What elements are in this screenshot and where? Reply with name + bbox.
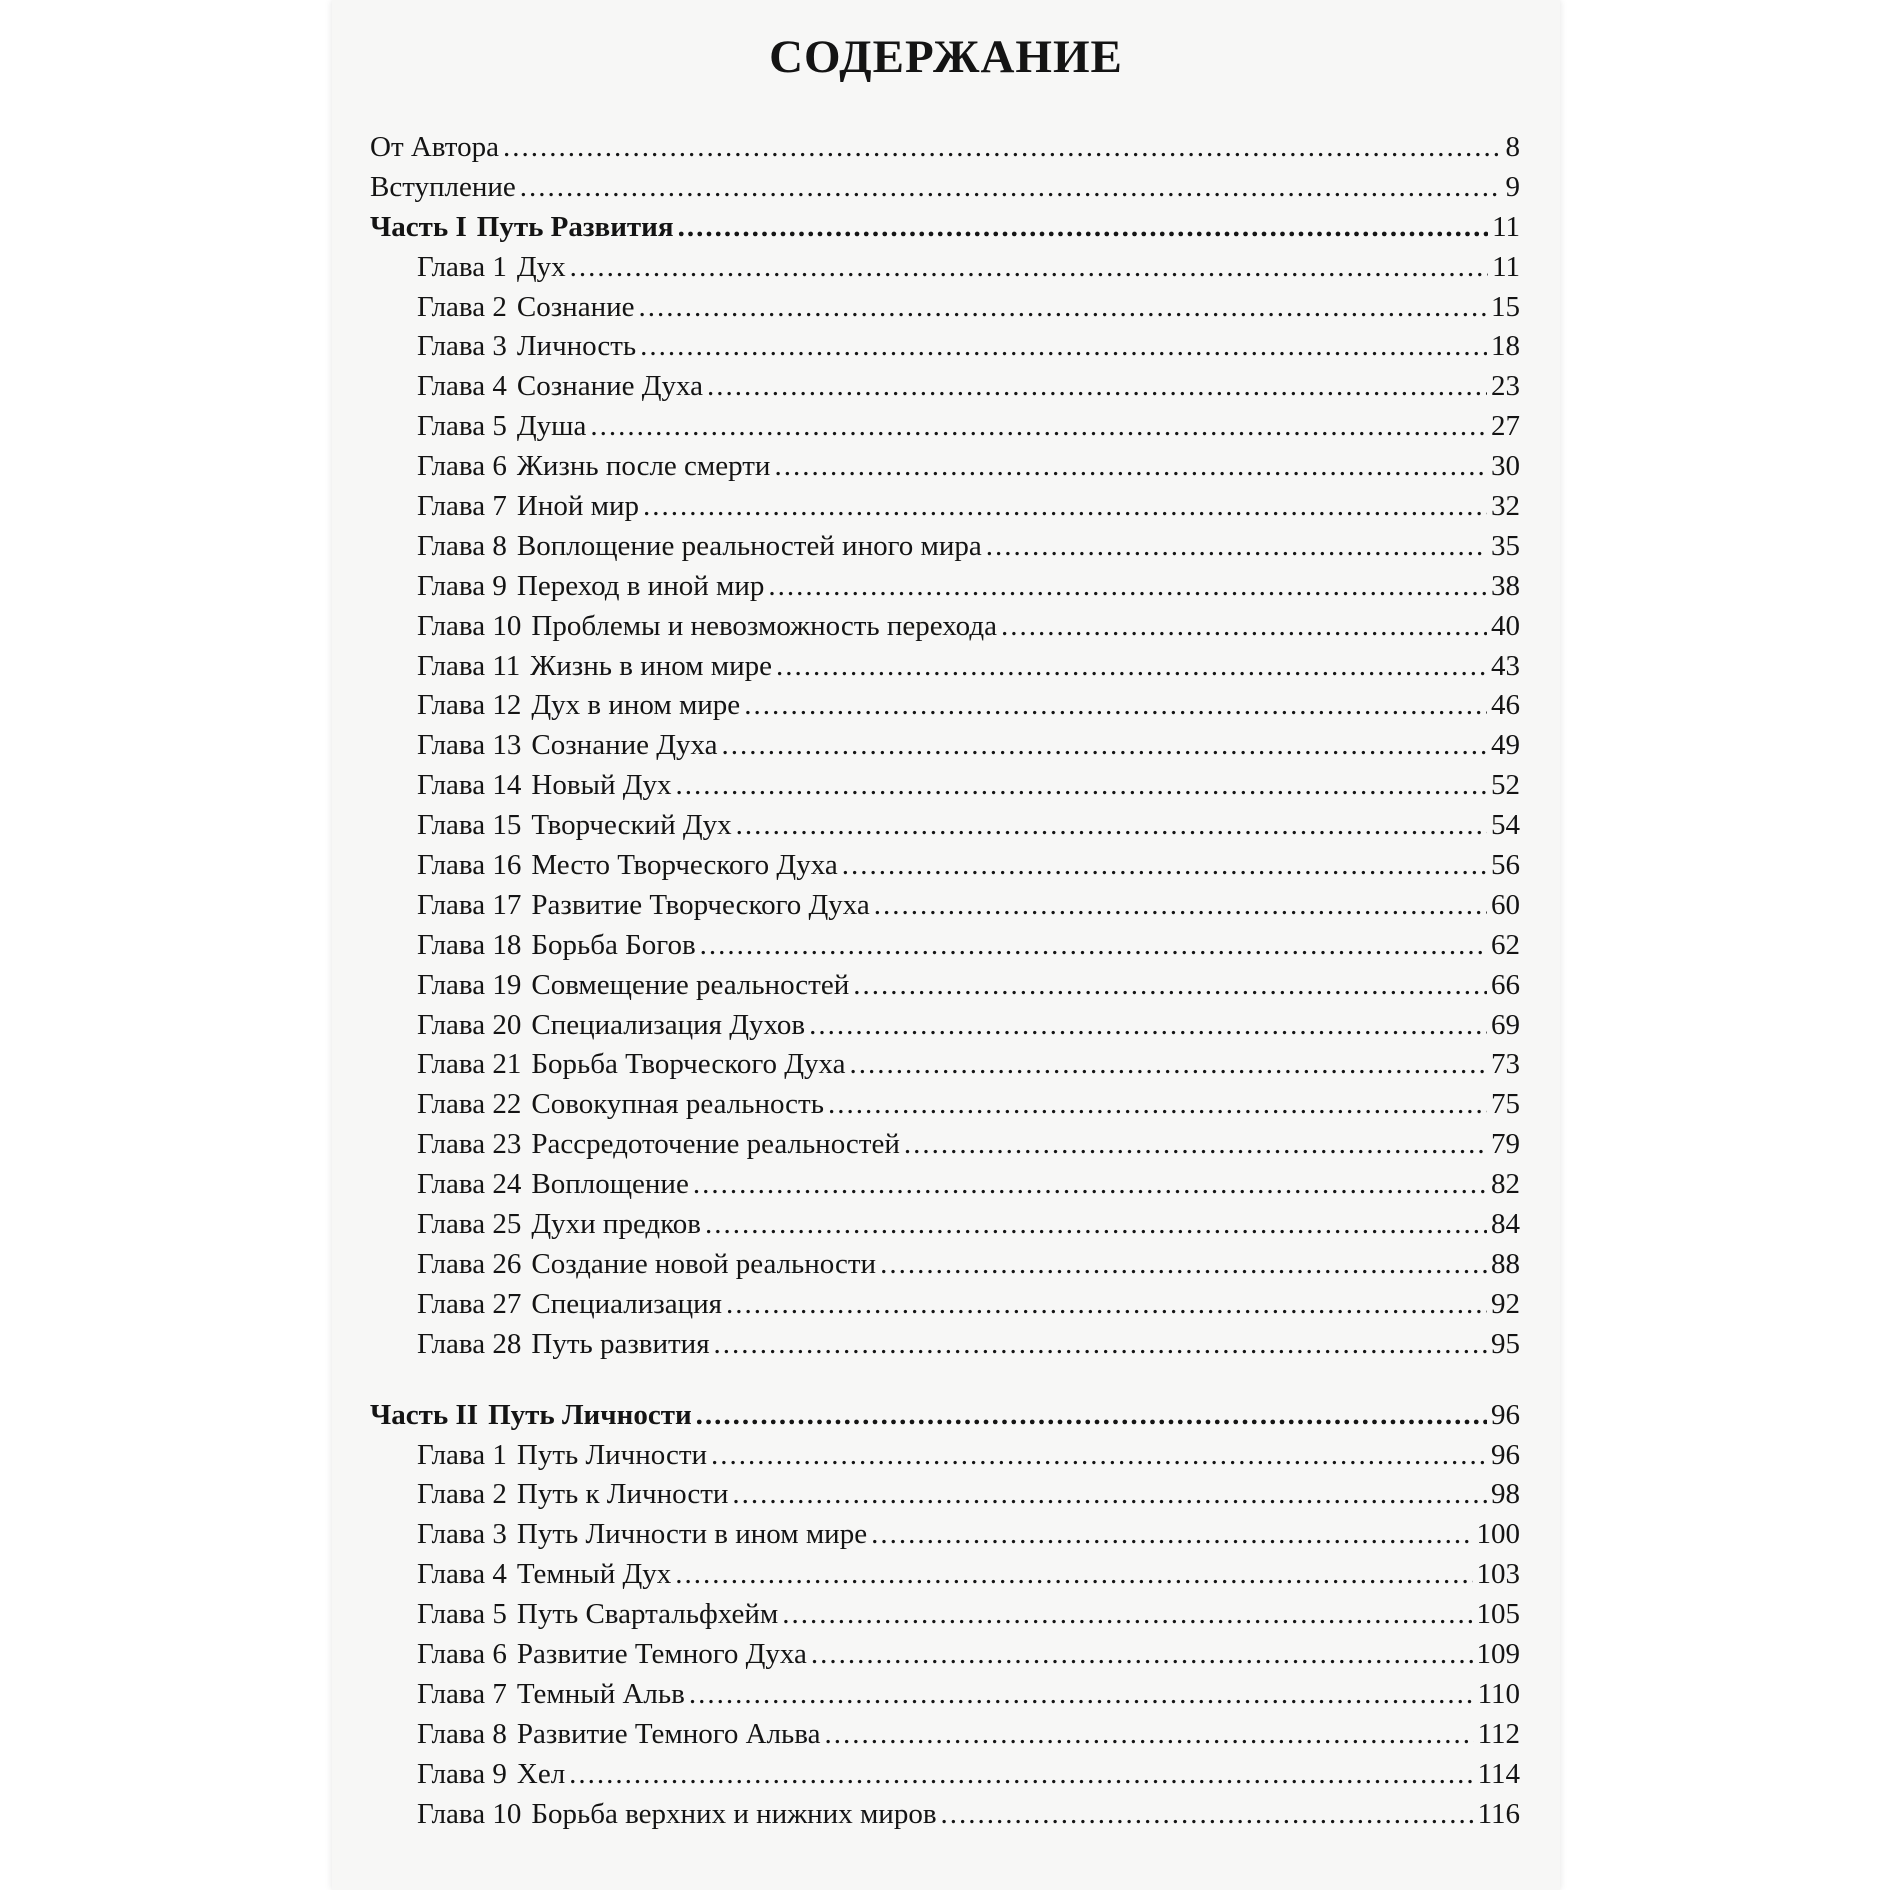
chapter-title: Совокупная реальность [531, 1088, 824, 1121]
chapter-number: Глава 26 [417, 1247, 522, 1280]
dot-leader [811, 1635, 1473, 1675]
toc-part-2 [370, 1396, 1520, 1436]
page-number: 8 [1505, 131, 1520, 163]
chapter-title: Переход в иной мир [516, 569, 765, 602]
chapter-title: Развитие Темного Духа [516, 1637, 807, 1670]
chapter-label [417, 1475, 728, 1515]
chapter-number: Глава 21 [417, 1048, 522, 1081]
dot-leader [503, 128, 1502, 168]
part-2-chapter-list [370, 1436, 1520, 1835]
chapter-label [417, 1515, 867, 1555]
chapter-label [417, 407, 586, 447]
chapter-label [417, 1595, 778, 1635]
chapter-label [417, 1755, 565, 1795]
dot-leader [705, 1205, 1487, 1245]
chapter-number: Глава 6 [417, 1637, 507, 1670]
toc-chapter-entry [370, 1795, 1520, 1835]
page-number: 38 [1491, 569, 1520, 602]
dot-leader [941, 1795, 1474, 1835]
dot-leader [880, 1245, 1487, 1285]
dot-leader [774, 447, 1487, 487]
page-number: 96 [1491, 1438, 1520, 1471]
chapter-title: Иной мир [516, 490, 639, 523]
chapter-label [417, 1165, 689, 1205]
chapter-title: Дух в ином мире [531, 689, 741, 722]
chapter-label [417, 527, 982, 567]
page-number: 18 [1491, 330, 1520, 363]
page-number: 11 [1492, 250, 1520, 283]
dot-leader [736, 806, 1487, 846]
toc-part-1 [370, 208, 1520, 248]
toc-chapter-entry [370, 686, 1520, 726]
dot-leader [904, 1125, 1487, 1165]
page-number: 9 [1505, 170, 1520, 203]
chapter-label [417, 1045, 846, 1085]
chapter-label [417, 288, 634, 328]
chapter-number: Глава 3 [417, 1518, 507, 1551]
chapter-number: Глава 2 [417, 290, 507, 323]
chapter-number: Глава 12 [417, 689, 522, 722]
page-number: 35 [1491, 529, 1520, 562]
chapter-title: Воплощение реальностей иного мира [516, 529, 982, 562]
toc-chapter-entry [370, 1245, 1520, 1285]
toc-chapter-entry [370, 487, 1520, 527]
chapter-title: Темный Альв [516, 1677, 685, 1710]
toc-chapter-entry [370, 288, 1520, 328]
dot-leader [643, 487, 1487, 527]
dot-leader [871, 1515, 1472, 1555]
chapter-number: Глава 25 [417, 1208, 522, 1241]
page-number: 32 [1491, 490, 1520, 523]
page-number: 52 [1491, 769, 1520, 802]
page-number: 11 [1492, 210, 1520, 243]
toc-chapter-entry [370, 567, 1520, 607]
dot-leader [726, 1285, 1487, 1325]
chapter-title: Путь Личности в ином мире [516, 1518, 868, 1551]
chapter-number: Глава 24 [417, 1168, 522, 1201]
chapter-label [417, 1436, 707, 1476]
chapter-number: Глава 3 [417, 330, 507, 363]
page-number: 73 [1491, 1048, 1520, 1081]
page-number: 92 [1491, 1287, 1520, 1320]
toc-chapter-entry [370, 1165, 1520, 1205]
part-heading [370, 1396, 692, 1436]
chapter-title: Дух [516, 250, 566, 283]
toc-chapter-entry [370, 1755, 1520, 1795]
toc-entry-label: Вступление [370, 170, 516, 203]
dot-leader [828, 1085, 1487, 1125]
chapter-label [417, 567, 764, 607]
chapter-title: Путь развития [531, 1327, 710, 1360]
chapter-title: Совмещение реальностей [531, 968, 850, 1001]
chapter-number: Глава 15 [417, 809, 522, 842]
chapter-number: Глава 28 [417, 1327, 522, 1360]
chapter-label [417, 726, 718, 766]
chapter-number: Глава 9 [417, 1757, 507, 1790]
page-number: 112 [1477, 1717, 1520, 1750]
chapter-title: Сознание Духа [531, 729, 718, 762]
dot-leader [676, 766, 1487, 806]
dot-leader [700, 926, 1487, 966]
chapter-label [417, 1635, 807, 1675]
page-number: 30 [1491, 450, 1520, 483]
toc-entry-intro [370, 168, 1520, 208]
chapter-label [417, 487, 639, 527]
chapter-label [417, 886, 870, 926]
chapter-title: Темный Дух [516, 1558, 672, 1591]
part-title: Путь Развития [476, 210, 674, 243]
chapter-number: Глава 7 [417, 490, 507, 523]
page-number: 49 [1491, 729, 1520, 762]
chapter-label [417, 327, 636, 367]
chapter-title: Сознание [516, 290, 635, 323]
page-number: 79 [1491, 1128, 1520, 1161]
page-number: 69 [1491, 1008, 1520, 1041]
page-title: СОДЕРЖАНИЕ [769, 31, 1123, 83]
toc-chapter-entry [370, 966, 1520, 1006]
page-number: 46 [1491, 689, 1520, 722]
chapter-number: Глава 27 [417, 1287, 522, 1320]
chapter-label [417, 447, 770, 487]
page-number: 96 [1491, 1398, 1520, 1431]
chapter-label [417, 647, 772, 687]
toc-chapter-entry [370, 1006, 1520, 1046]
page-number: 75 [1491, 1088, 1520, 1121]
chapter-number: Глава 1 [417, 250, 507, 283]
page-number: 88 [1491, 1247, 1520, 1280]
page-number: 82 [1491, 1168, 1520, 1201]
chapter-label [417, 1715, 820, 1755]
page-number: 103 [1476, 1558, 1520, 1591]
toc-chapter-entry [370, 1595, 1520, 1635]
chapter-number: Глава 4 [417, 1558, 507, 1591]
chapter-number: Глава 10 [417, 609, 522, 642]
toc-chapter-entry [370, 806, 1520, 846]
chapter-title: Личность [516, 330, 637, 363]
chapter-number: Глава 5 [417, 410, 507, 443]
dot-leader [809, 1006, 1487, 1046]
chapter-number: Глава 8 [417, 1717, 507, 1750]
toc-chapter-entry [370, 367, 1520, 407]
page-number: 110 [1477, 1677, 1520, 1710]
chapter-title: Путь к Личности [516, 1478, 729, 1511]
dot-leader [520, 168, 1502, 208]
dot-leader [776, 647, 1487, 687]
chapter-label [417, 1006, 805, 1046]
chapter-number: Глава 1 [417, 1438, 507, 1471]
chapter-title: Душа [516, 410, 587, 443]
chapter-title: Создание новой реальности [531, 1247, 877, 1280]
part-1-chapter-list [370, 248, 1520, 1365]
toc-chapter-entry [370, 1325, 1520, 1365]
page-number: 40 [1491, 609, 1520, 642]
dot-leader [768, 567, 1487, 607]
chapter-number: Глава 4 [417, 370, 507, 403]
chapter-number: Глава 23 [417, 1128, 522, 1161]
chapter-label [417, 1205, 701, 1245]
chapter-label [417, 806, 732, 846]
chapter-number: Глава 17 [417, 888, 522, 921]
part-number: Часть I [370, 210, 467, 243]
chapter-number: Глава 20 [417, 1008, 522, 1041]
chapter-number: Глава 5 [417, 1598, 507, 1631]
chapter-label [417, 1285, 722, 1325]
chapter-label [417, 1245, 876, 1285]
dot-leader [675, 1555, 1472, 1595]
toc-entry-author [370, 128, 1520, 168]
chapter-number: Глава 7 [417, 1677, 507, 1710]
dot-leader [1001, 607, 1487, 647]
dot-leader [842, 846, 1487, 886]
dot-leader [874, 886, 1487, 926]
chapter-title: Проблемы и невозможность перехода [531, 609, 997, 642]
toc-chapter-entry [370, 647, 1520, 687]
dot-leader [732, 1475, 1487, 1515]
toc-chapter-entry [370, 1555, 1520, 1595]
page-number: 54 [1491, 809, 1520, 842]
book-page [332, 0, 1560, 1890]
toc-chapter-entry [370, 327, 1520, 367]
chapter-label [417, 766, 672, 806]
page-number: 100 [1476, 1518, 1520, 1551]
chapter-label [417, 248, 566, 288]
dot-leader [986, 527, 1487, 567]
toc-chapter-entry [370, 1436, 1520, 1476]
toc-chapter-entry [370, 726, 1520, 766]
chapter-number: Глава 18 [417, 928, 522, 961]
toc-chapter-entry [370, 1085, 1520, 1125]
chapter-title: Место Творческого Духа [531, 849, 838, 882]
chapter-number: Глава 8 [417, 529, 507, 562]
chapter-title: Борьба Богов [531, 928, 696, 961]
chapter-title: Борьба Творческого Духа [531, 1048, 846, 1081]
chapter-title: Рассредоточение реальностей [531, 1128, 900, 1161]
chapter-title: Духи предков [531, 1208, 701, 1241]
chapter-label [417, 607, 997, 647]
chapter-title: Хел [516, 1757, 566, 1790]
dot-leader [744, 686, 1487, 726]
toc-chapter-entry [370, 846, 1520, 886]
chapter-title: Специализация Духов [531, 1008, 806, 1041]
chapter-label [417, 1325, 710, 1365]
dot-leader [689, 1675, 1474, 1715]
chapter-label [417, 966, 849, 1006]
chapter-title: Путь Личности [516, 1438, 708, 1471]
page-number: 62 [1491, 928, 1520, 961]
dot-leader [782, 1595, 1472, 1635]
chapter-number: Глава 11 [417, 649, 521, 682]
page-number: 60 [1491, 888, 1520, 921]
chapter-number: Глава 10 [417, 1797, 522, 1830]
chapter-title: Воплощение [531, 1168, 689, 1201]
chapter-label [417, 1795, 937, 1835]
chapter-title: Жизнь после смерти [516, 450, 771, 483]
chapter-number: Глава 13 [417, 729, 522, 762]
toc-chapter-entry [370, 1125, 1520, 1165]
chapter-label [417, 846, 838, 886]
toc-chapter-entry [370, 527, 1520, 567]
page-number: 84 [1491, 1208, 1520, 1241]
chapter-label [417, 1675, 685, 1715]
toc-chapter-entry [370, 926, 1520, 966]
dot-leader [696, 1396, 1487, 1436]
dot-leader [678, 208, 1489, 248]
toc-chapter-entry [370, 766, 1520, 806]
table-of-contents [370, 128, 1520, 1834]
page-number: 105 [1476, 1598, 1520, 1631]
page-number: 98 [1491, 1478, 1520, 1511]
dot-leader [590, 407, 1487, 447]
part-number: Часть II [370, 1398, 479, 1431]
page-number: 95 [1491, 1327, 1520, 1360]
chapter-title: Новый Дух [531, 769, 672, 802]
chapter-label [417, 926, 696, 966]
chapter-title: Сознание Духа [516, 370, 703, 403]
dot-leader [850, 1045, 1487, 1085]
toc-chapter-entry [370, 407, 1520, 447]
chapter-label [417, 1125, 900, 1165]
page-number: 66 [1491, 968, 1520, 1001]
chapter-number: Глава 19 [417, 968, 522, 1001]
chapter-label [417, 1555, 671, 1595]
chapter-label [417, 686, 740, 726]
page-number: 23 [1491, 370, 1520, 403]
dot-leader [640, 327, 1487, 367]
toc-chapter-entry [370, 447, 1520, 487]
page-number: 27 [1491, 410, 1520, 443]
page-number: 109 [1476, 1637, 1520, 1670]
toc-chapter-entry [370, 886, 1520, 926]
chapter-number: Глава 14 [417, 769, 522, 802]
toc-chapter-entry [370, 1475, 1520, 1515]
dot-leader [711, 1436, 1487, 1476]
toc-chapter-entry [370, 1205, 1520, 1245]
chapter-title: Творческий Дух [531, 809, 732, 842]
toc-entry-label: От Автора [370, 131, 499, 163]
chapter-number: Глава 9 [417, 569, 507, 602]
dot-leader [722, 726, 1488, 766]
chapter-title: Борьба верхних и нижних миров [531, 1797, 937, 1830]
chapter-title: Путь Свартальфхейм [516, 1598, 779, 1631]
toc-chapter-entry [370, 1715, 1520, 1755]
chapter-label [417, 1085, 824, 1125]
chapter-number: Глава 6 [417, 450, 507, 483]
dot-leader [570, 248, 1488, 288]
chapter-number: Глава 22 [417, 1088, 522, 1121]
part-heading [370, 208, 674, 248]
dot-leader [638, 288, 1487, 328]
chapter-number: Глава 16 [417, 849, 522, 882]
chapter-title: Развитие Темного Альва [516, 1717, 821, 1750]
chapter-title: Развитие Творческого Духа [531, 888, 870, 921]
chapter-title: Специализация [531, 1287, 722, 1320]
dot-leader [707, 367, 1487, 407]
dot-leader [714, 1325, 1487, 1365]
dot-leader [569, 1755, 1473, 1795]
toc-chapter-entry [370, 1635, 1520, 1675]
page-number: 43 [1491, 649, 1520, 682]
dot-leader [853, 966, 1487, 1006]
toc-chapter-entry [370, 1515, 1520, 1555]
page-number: 116 [1477, 1797, 1520, 1830]
toc-chapter-entry [370, 248, 1520, 288]
chapter-label [417, 367, 703, 407]
toc-chapter-entry [370, 1675, 1520, 1715]
dot-leader [824, 1715, 1473, 1755]
chapter-number: Глава 2 [417, 1478, 507, 1511]
toc-chapter-entry [370, 607, 1520, 647]
page-number: 15 [1491, 290, 1520, 323]
page-number: 56 [1491, 849, 1520, 882]
dot-leader [693, 1165, 1487, 1205]
chapter-title: Жизнь в ином мире [530, 649, 773, 682]
toc-chapter-entry [370, 1045, 1520, 1085]
toc-chapter-entry [370, 1285, 1520, 1325]
page-number: 114 [1477, 1757, 1520, 1790]
part-title: Путь Личности [488, 1398, 692, 1431]
